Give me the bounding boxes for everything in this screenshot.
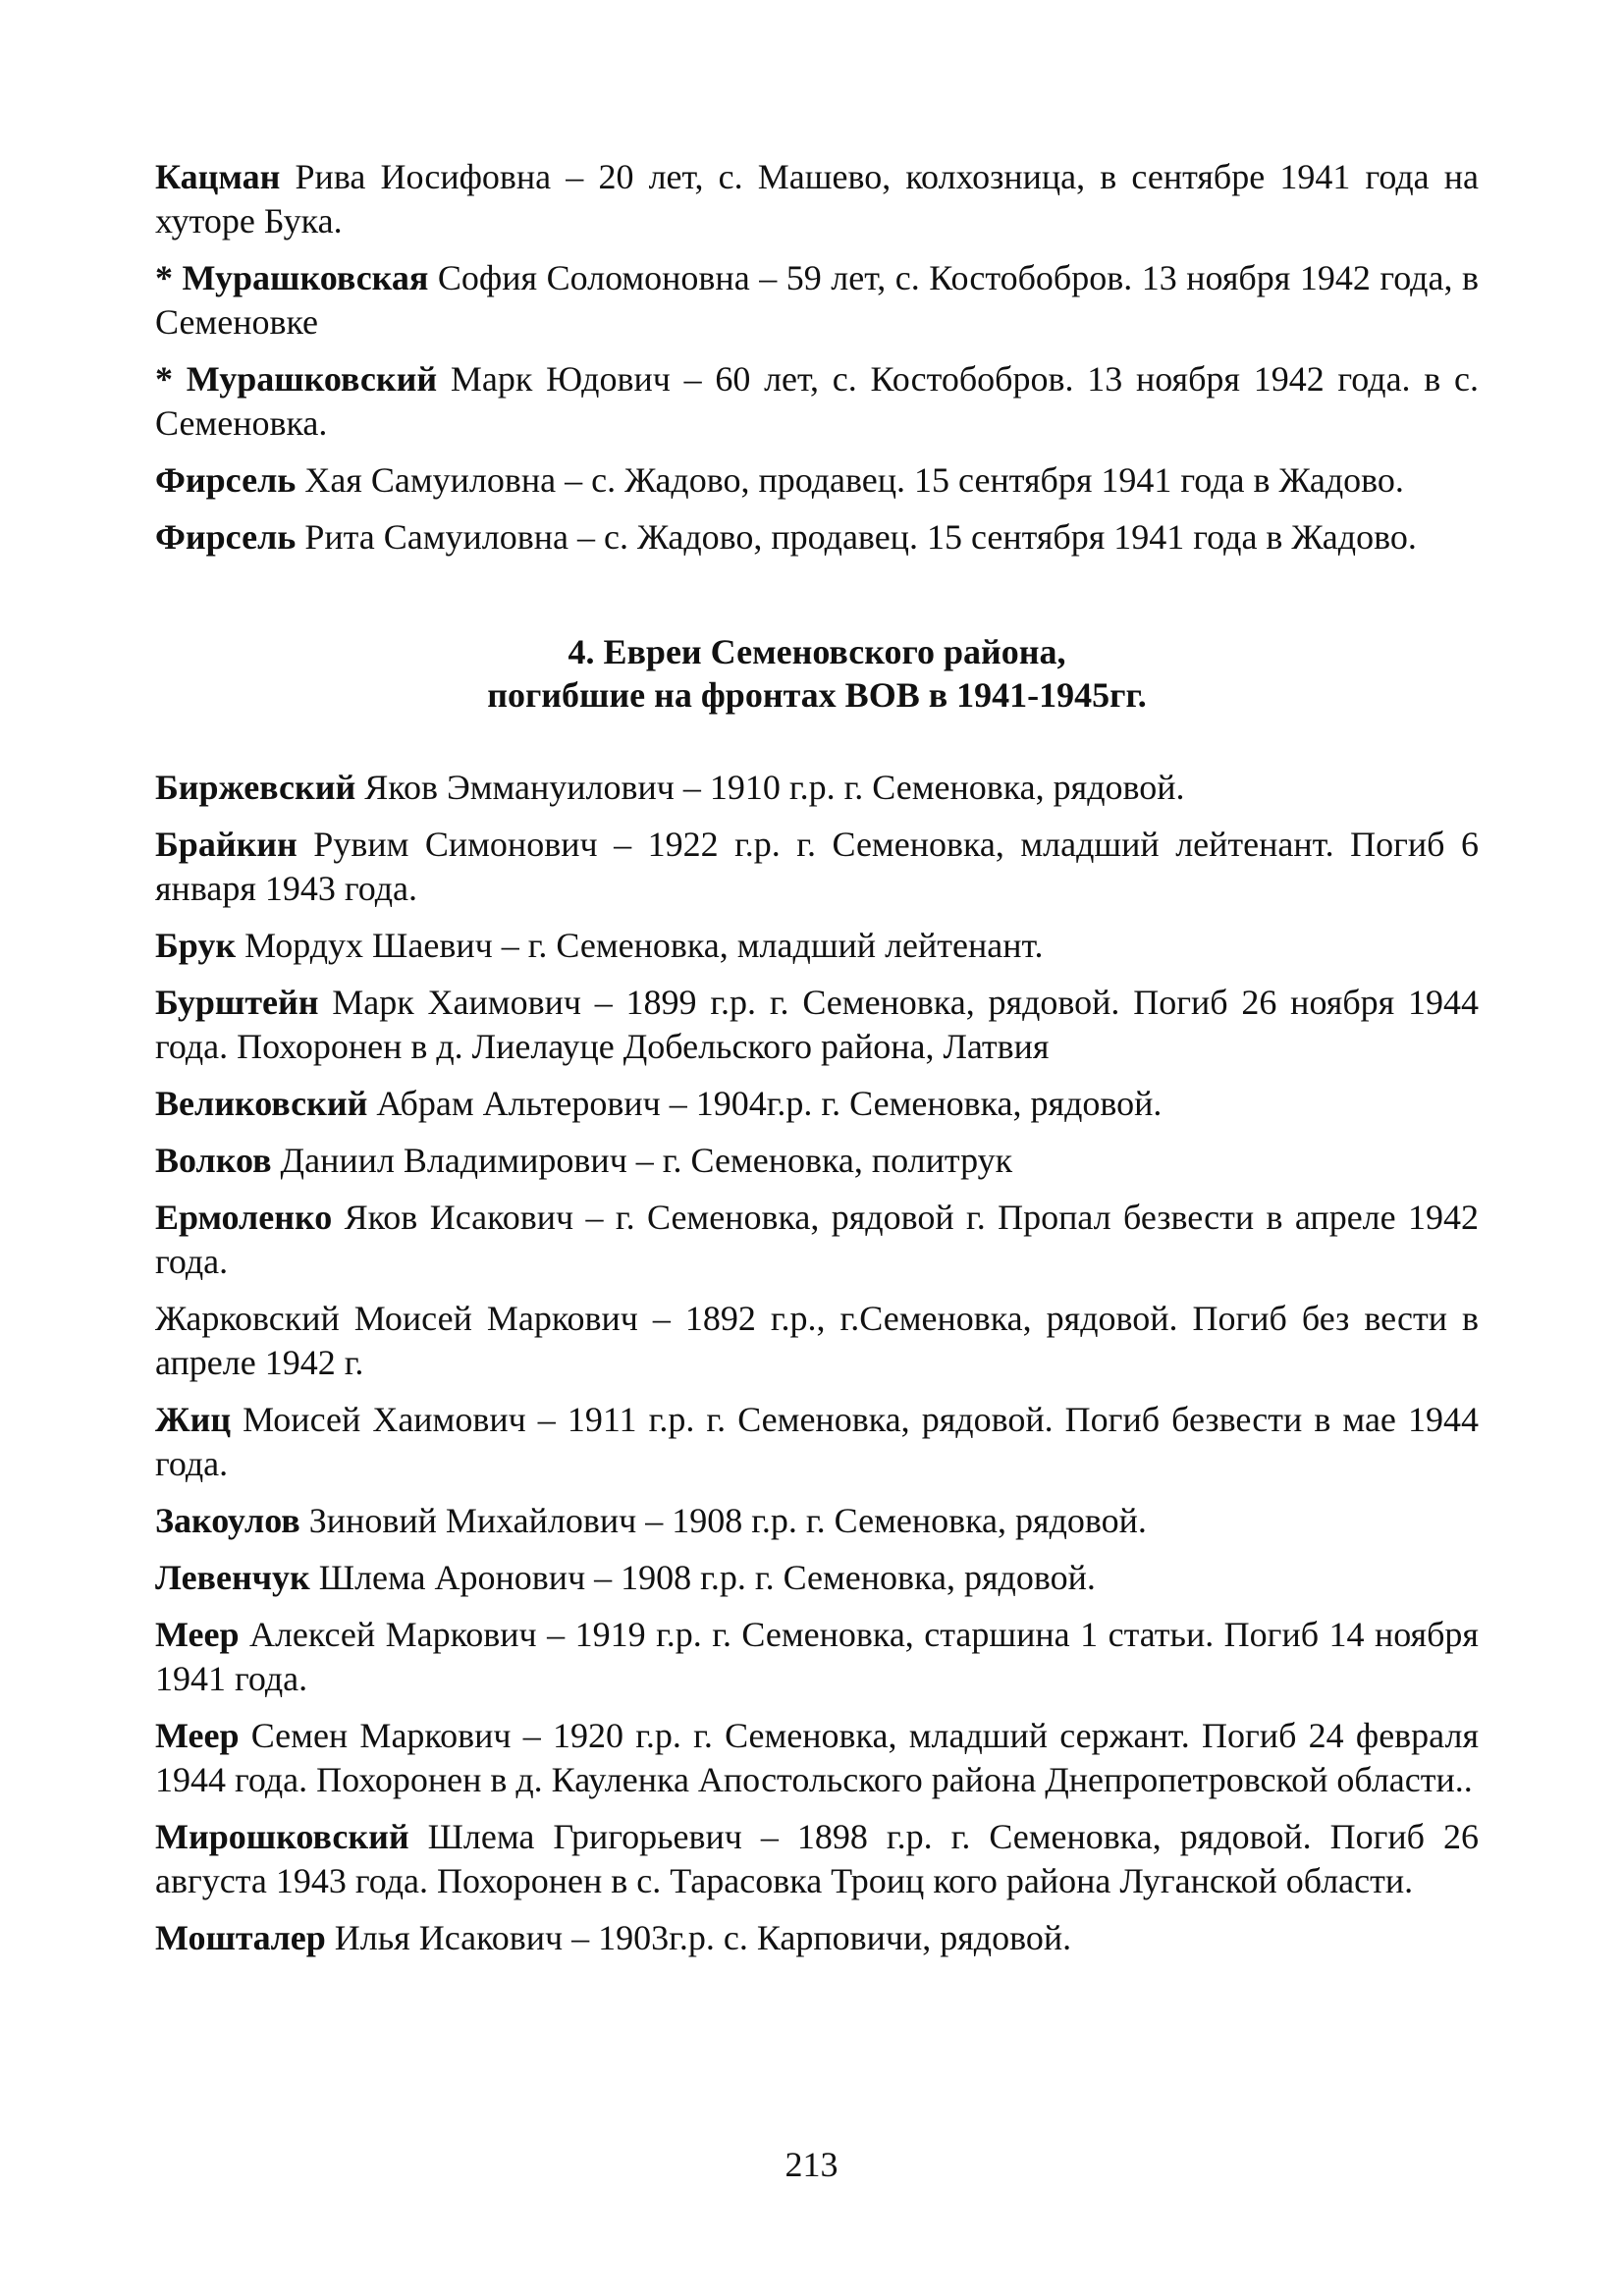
- list-item: [155, 1815, 1479, 1903]
- surname: Моштaлер: [155, 1918, 326, 1957]
- entry-text: Марк Юдович – 60 лет, с. Костобобров. 13 ноября 1942 года. в с. Семеновка.: [155, 359, 1480, 443]
- surname: Меер: [155, 1615, 240, 1654]
- list-item: [155, 357, 1479, 446]
- entry-text: Моисей Хаимович – 1911 г.р. г. Семеновка, рядовой. Погиб безвести в мае 1944 года.: [155, 1400, 1479, 1483]
- entry-text: Рива Иосифовна – 20 лет, с. Машево, колхозница, в сентябре 1941 года на хуторе Бука.: [155, 157, 1479, 240]
- list-item: [155, 1556, 1479, 1600]
- surname: Фирсель: [155, 517, 297, 557]
- list-item: [155, 458, 1479, 503]
- surname: Биржевский: [155, 768, 356, 807]
- entry-text: Мордух Шаевич – г. Семеновка, младший лейтенант.: [236, 926, 1044, 965]
- section-title-line-1: 4. Евреи Семеновского района,: [568, 632, 1066, 671]
- entry-text: Хая Самуиловна – с. Жадово, продавец. 15 сентября 1941 года в Жадово.: [296, 460, 1404, 500]
- list-item: [155, 256, 1479, 345]
- list-item: [155, 1499, 1479, 1543]
- entry-text: Алексей Маркович – 1919 г.р. г. Семеновка, старшина 1 статьи. Погиб 14 ноября 1941 года.: [155, 1615, 1479, 1698]
- entry-text: Яков Эммануилович – 1910 г.р. г. Семеновка, рядовой.: [355, 768, 1185, 807]
- page-number: 213: [784, 2145, 839, 2184]
- list-item: [155, 1916, 1479, 1960]
- list-item: [155, 766, 1479, 810]
- list-item: [155, 1297, 1479, 1385]
- entry-text: Жарковский Моисей Маркович – 1892 г.р., г.Семеновка, рядовой. Погиб без вести в апреле 1942 г.: [155, 1299, 1479, 1382]
- section-title-line-2: погибшие на фронтах ВОВ в 1941-1945гг.: [487, 675, 1147, 715]
- entry-text: Даниил Владимирович – г. Семеновка, политрук: [271, 1141, 1013, 1180]
- surname: * Мурашковская: [155, 258, 429, 297]
- intro-list: [155, 155, 1479, 560]
- surname: Левенчук: [155, 1558, 310, 1597]
- entry-text: Шлема Григорьевич – 1898 г.р. г. Семеновка, рядовой. Погиб 26 августа 1943 года. Похоронен в с. Тарасовка Троиц кого района Луганской области.: [155, 1817, 1479, 1900]
- surname: Кацман: [155, 157, 281, 196]
- casualty-list: [155, 766, 1479, 1960]
- list-item: [155, 155, 1479, 243]
- list-item: [155, 515, 1479, 560]
- entry-text: Илья Исакович – 1903г.р. с. Карповичи, рядовой.: [325, 1918, 1072, 1957]
- entry-text: София Соломоновна – 59 лет, с. Костобобров. 13 ноября 1942 года, в Семеновке: [155, 258, 1479, 342]
- page-content: [155, 155, 1479, 1973]
- list-item: [155, 1139, 1479, 1183]
- list-item: [155, 1082, 1479, 1126]
- surname: * Мурашковский: [155, 359, 438, 399]
- surname: Закоулов: [155, 1501, 300, 1540]
- surname: Брайкин: [155, 825, 298, 864]
- surname: Ермоленко: [155, 1198, 333, 1237]
- entry-text: Рувим Симонович – 1922 г.р. г. Семеновка, младший лейтенант. Погиб 6 января 1943 года.: [155, 825, 1479, 908]
- surname: Великовский: [155, 1084, 368, 1123]
- list-item: [155, 1196, 1479, 1284]
- list-item: [155, 1398, 1479, 1486]
- entry-text: Зиновий Михайлович – 1908 г.р. г. Семеновка, рядовой.: [299, 1501, 1147, 1540]
- list-item: [155, 1613, 1479, 1701]
- entry-text: Абрам Альтерович – 1904г.р. г. Семеновка, рядовой.: [367, 1084, 1163, 1123]
- entry-text: Рита Самуиловна – с. Жадово, продавец. 15 сентября 1941 года в Жадово.: [296, 517, 1417, 557]
- surname: Меер: [155, 1716, 240, 1755]
- section-heading: [155, 630, 1479, 717]
- entry-text: Марк Хаимович – 1899 г.р. г. Семеновка, рядовой. Погиб 26 ноября 1944 года. Похоронен в д. Лиелауце Добельского района, Латвия: [155, 983, 1479, 1066]
- surname: Волков: [155, 1141, 272, 1180]
- surname: Брук: [155, 926, 237, 965]
- surname: Жиц: [155, 1400, 232, 1439]
- entry-text: Семен Маркович – 1920 г.р. г. Семеновка, младший сержант. Погиб 24 февраля 1944 года. Похоронен в д. Кауленка Апостольского района Днепропетровской области..: [155, 1716, 1479, 1799]
- list-item: [155, 924, 1479, 968]
- list-item: [155, 1714, 1479, 1802]
- surname: Фирсель: [155, 460, 297, 500]
- entry-text: Яков Исакович – г. Семеновка, рядовой г. Пропал безвести в апреле 1942 года.: [155, 1198, 1479, 1281]
- surname: Мирошковский: [155, 1817, 409, 1856]
- list-item: [155, 823, 1479, 911]
- surname: Бурштейн: [155, 983, 319, 1022]
- list-item: [155, 981, 1479, 1069]
- entry-text: Шлема Аронович – 1908 г.р. г. Семеновка, рядовой.: [309, 1558, 1096, 1597]
